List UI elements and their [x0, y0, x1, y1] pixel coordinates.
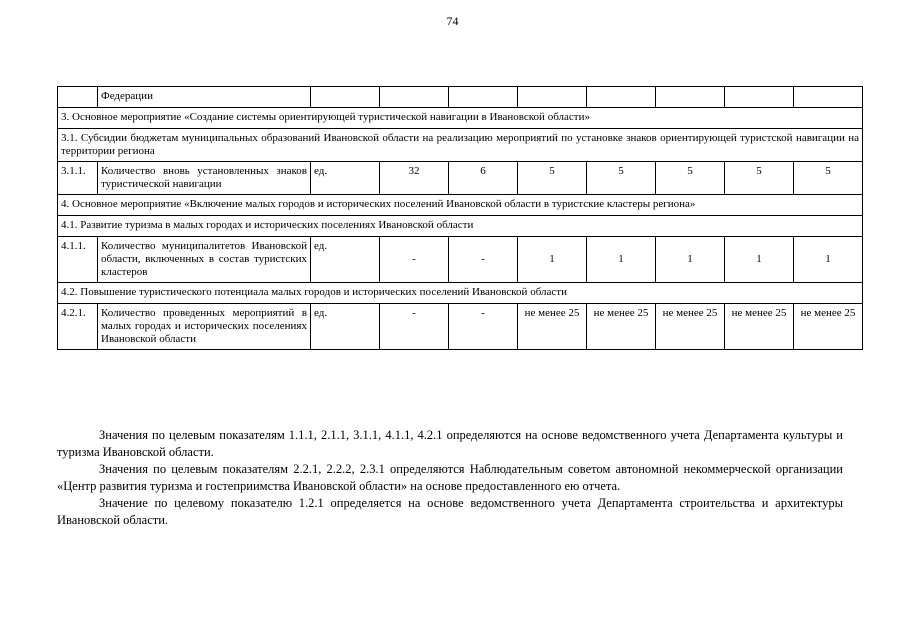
value-cell: 5: [794, 162, 863, 195]
section-row: [58, 108, 863, 129]
table-row: [58, 162, 863, 195]
section-row: [58, 129, 863, 162]
value-cell: не менее 25: [518, 304, 587, 350]
section-heading: 4. Основное мероприятие «Включение малых городов и исторических поселений Ивановской области в туристские кластеры региона»: [58, 195, 863, 216]
value-cell: не менее 25: [587, 304, 656, 350]
value-cell: 1: [656, 237, 725, 283]
value-cell: 5: [518, 162, 587, 195]
note-paragraph: Значение по целевому показателю 1.2.1 определяется на основе ведомственного учета Департамента строительства и архитектуры Ивановской области.: [57, 496, 843, 527]
value-cell: не менее 25: [725, 304, 794, 350]
value-cell: 5: [587, 162, 656, 195]
row-code: 4.2.1.: [58, 304, 98, 350]
section-heading: 4.2. Повышение туристического потенциала малых городов и исторических поселений Ивановской области: [58, 283, 863, 304]
value-cell: 5: [725, 162, 794, 195]
value-cell: не менее 25: [656, 304, 725, 350]
unit-cell: ед.: [311, 237, 380, 283]
section-heading: 4.1. Развитие туризма в малых городах и исторических поселениях Ивановской области: [58, 216, 863, 237]
value-cell: 1: [794, 237, 863, 283]
section-heading: 3.1. Субсидии бюджетам муниципальных образований Ивановской области на реализацию мероприятий по установке знаков ориентирующей туристской навигации на территории региона: [58, 129, 863, 162]
table-row: [58, 87, 863, 108]
value-cell: 5: [656, 162, 725, 195]
unit-cell: ед.: [311, 162, 380, 195]
table-cell: [58, 87, 98, 108]
indicator-name: Количество проведенных мероприятий в малых городах и исторических поселениях Ивановской области: [98, 304, 311, 350]
indicator-name: Количество вновь установленных знаков туристической навигации: [98, 162, 311, 195]
value-cell: -: [449, 237, 518, 283]
row-code: 4.1.1.: [58, 237, 98, 283]
value-cell: 1: [518, 237, 587, 283]
value-cell: не менее 25: [794, 304, 863, 350]
note-paragraph: Значения по целевым показателям 2.2.1, 2.2.2, 2.3.1 определяются Наблюдательным советом автономной некоммерческой организации «Центр развития туризма и гостеприимства Ивановской области» на основе предоставленного ею отчета.: [57, 462, 843, 493]
indicators-table: [57, 86, 863, 350]
value-cell: 1: [587, 237, 656, 283]
value-cell: 1: [725, 237, 794, 283]
section-heading: 3. Основное мероприятие «Создание системы ориентирующей туристической навигации в Ивановской области»: [58, 108, 863, 129]
table-row: [58, 304, 863, 350]
row-code: 3.1.1.: [58, 162, 98, 195]
section-row: [58, 195, 863, 216]
notes-block: [57, 427, 843, 529]
value-cell: -: [380, 304, 449, 350]
note-paragraph: Значения по целевым показателям 1.1.1, 2.1.1, 3.1.1, 4.1.1, 4.2.1 определяются на основе ведомственного учета Департамента культуры и туризма Ивановской области.: [57, 428, 843, 459]
indicator-name: Федерации: [98, 87, 311, 108]
value-cell: 6: [449, 162, 518, 195]
value-cell: 32: [380, 162, 449, 195]
page-number: 74: [446, 14, 459, 28]
value-cell: -: [449, 304, 518, 350]
value-cell: -: [380, 237, 449, 283]
indicator-name: Количество муниципалитетов Ивановской области, включенных в состав туристских кластеров: [98, 237, 311, 283]
unit-cell: ед.: [311, 304, 380, 350]
section-row: [58, 283, 863, 304]
table-row: [58, 237, 863, 283]
section-row: [58, 216, 863, 237]
